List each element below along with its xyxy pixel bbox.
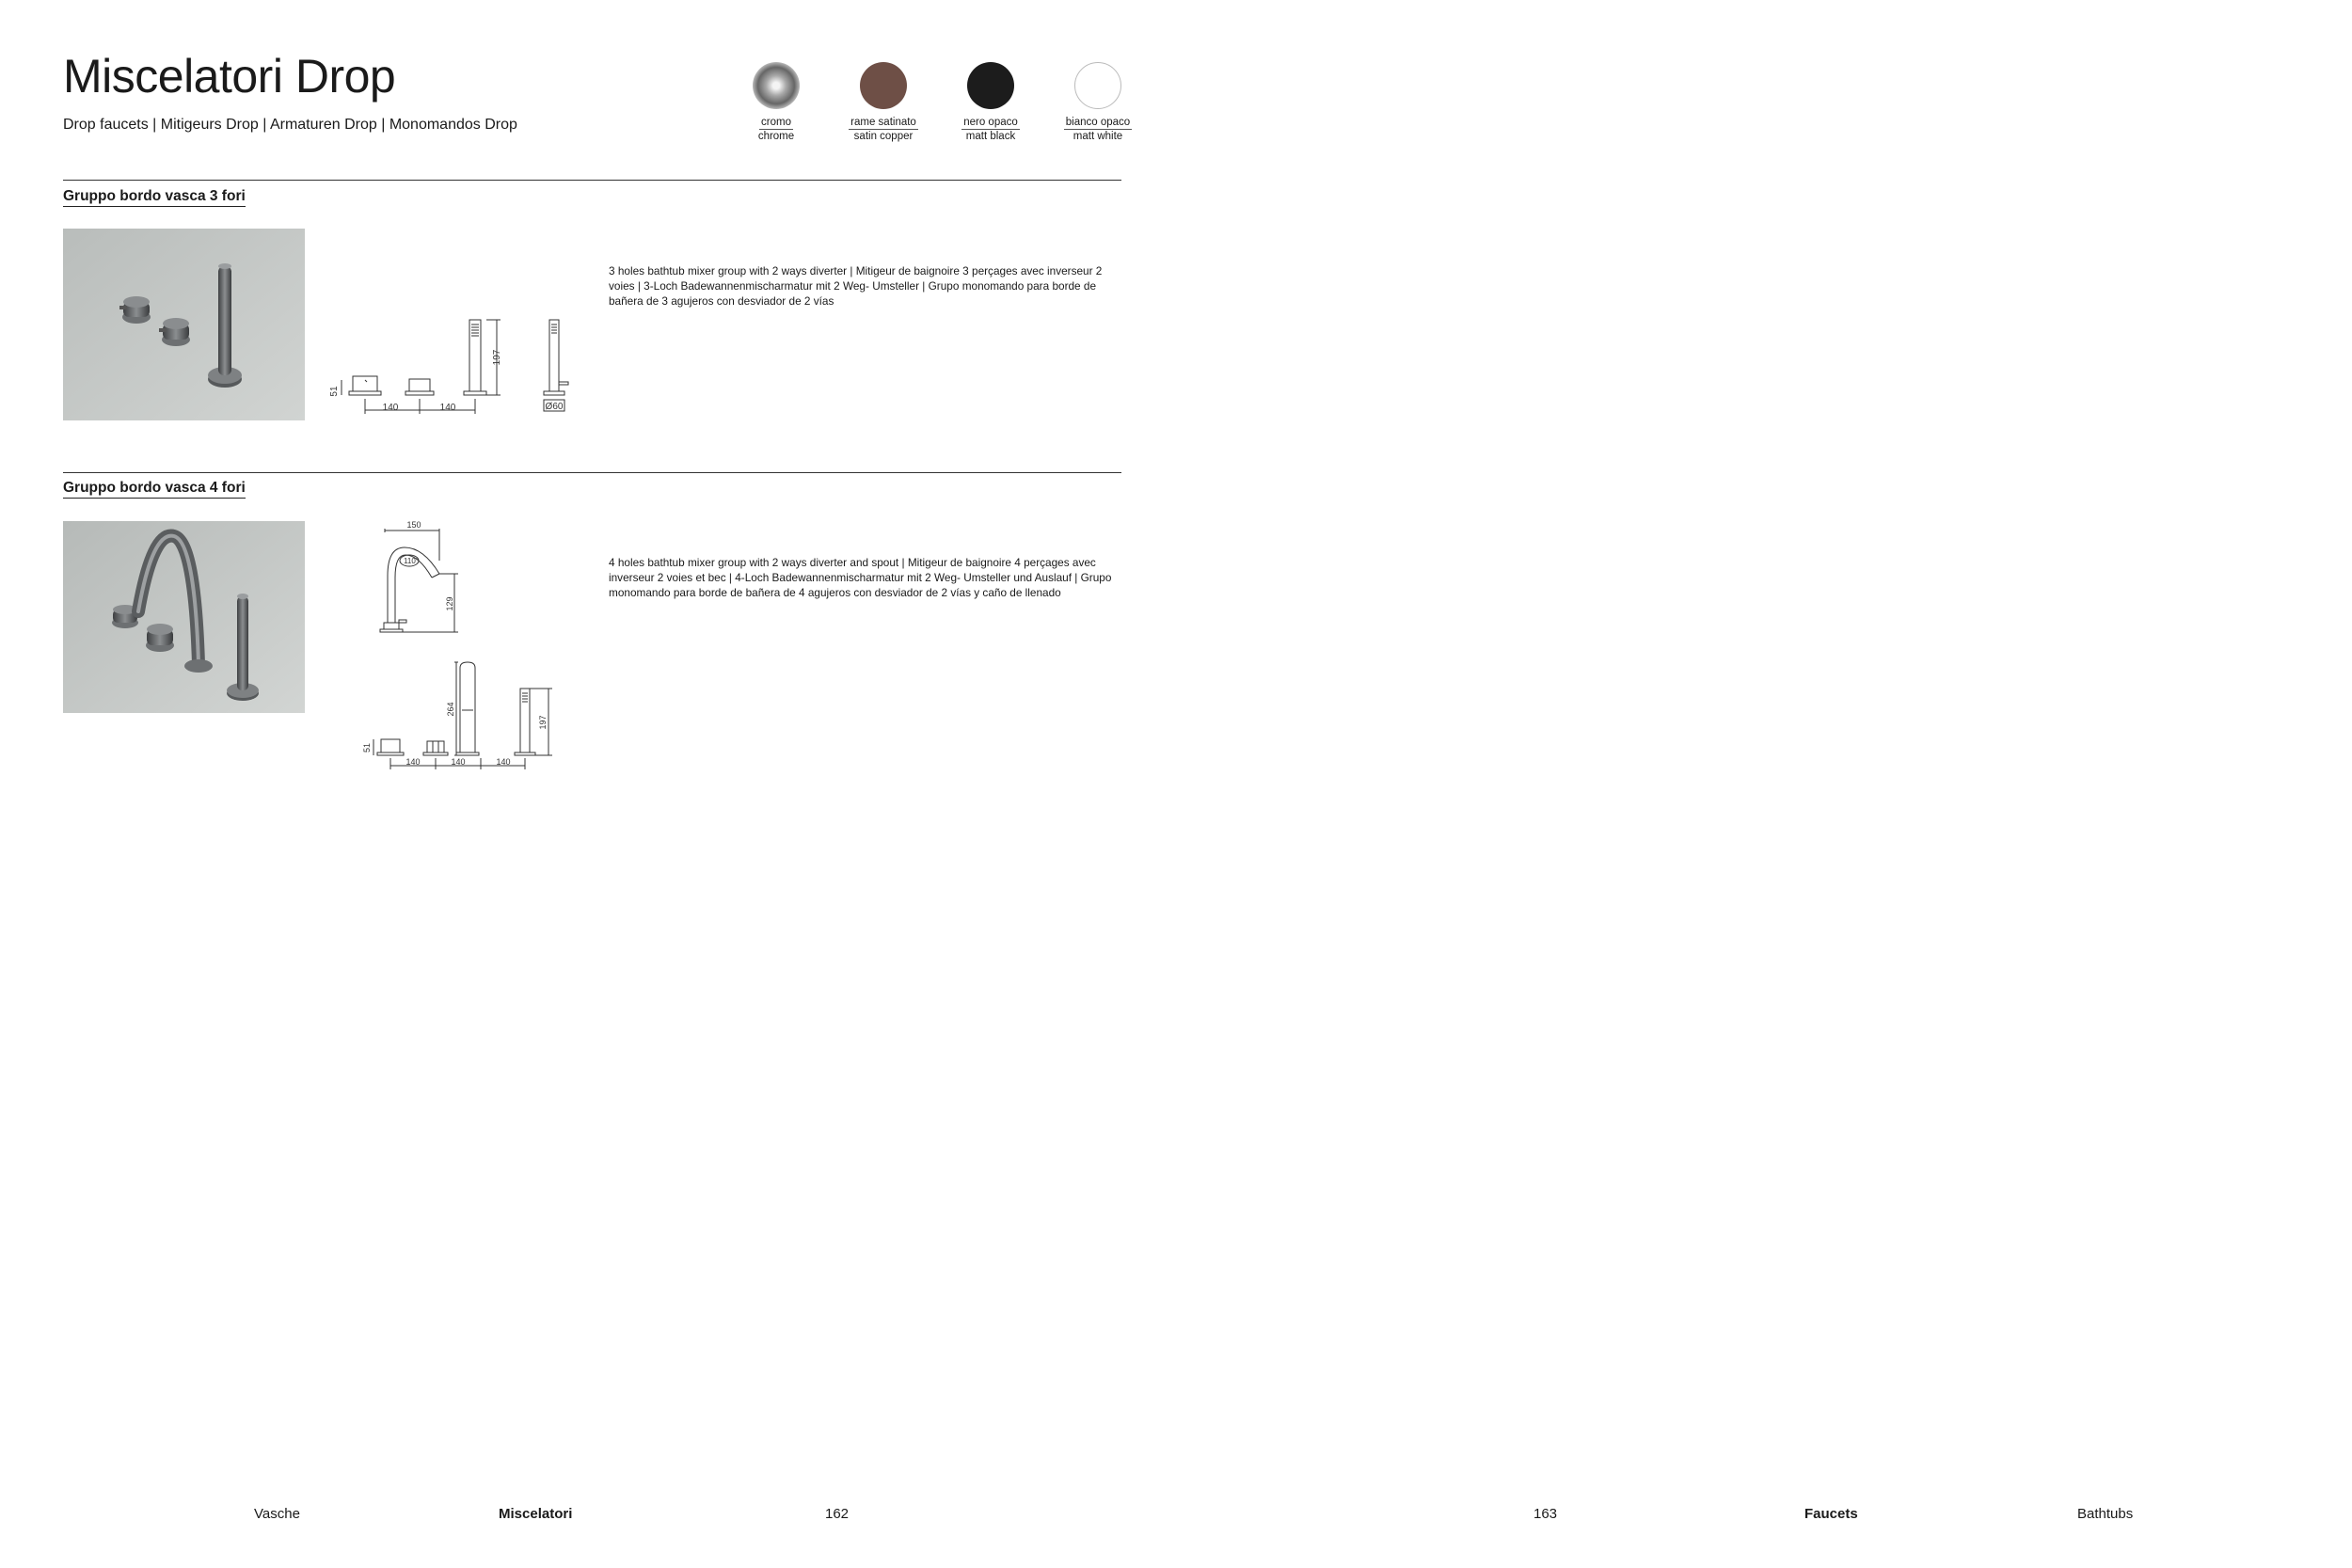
dim-spacing-1: 140	[382, 403, 399, 413]
dim-spout-height: 129	[445, 596, 454, 611]
technical-drawing-3-holes	[329, 310, 583, 426]
section-divider	[63, 180, 1121, 181]
product-description-3-holes: 3 holes bathtub mixer group with 2 ways diverter | Mitigeur de baignoire 3 perçages avec inverseur 2 voies | 3-Loch Badewannenmischarmatur mit 2 Weg- Umsteller | Grupo monomando para borde de bañera de 3 agujeros con desviador de 2 vías	[609, 264, 1103, 308]
dim-spout-reach: 150	[406, 520, 421, 530]
finish-name: nero opaco	[963, 117, 1018, 128]
dim-spacing-3: 140	[496, 757, 511, 767]
finish-name: rame satinato	[850, 117, 916, 128]
finish-name-en: matt black	[965, 131, 1016, 142]
dim-height-small: 51	[329, 386, 340, 397]
dim-shower-height: 197	[538, 715, 548, 730]
finish-name-en: chrome	[757, 131, 795, 142]
copper-swatch	[860, 62, 907, 109]
product-photo-3-holes	[63, 229, 305, 420]
black-swatch	[967, 62, 1014, 109]
technical-drawing-spout	[353, 519, 466, 641]
finish-satin-copper	[832, 62, 935, 143]
dim-spacing-1: 140	[405, 757, 421, 767]
technical-drawing-4-holes	[353, 658, 560, 781]
dim-tall-height: 264	[446, 702, 455, 717]
footer-section-left: Vasche	[254, 1506, 300, 1522]
dim-height-small: 51	[362, 742, 372, 753]
finish-name: cromo	[761, 117, 791, 128]
finish-chrome	[724, 62, 828, 143]
footer-page-right: 163	[1534, 1506, 1558, 1522]
dim-angle: 110°	[404, 557, 419, 565]
finish-name-en: satin copper	[853, 131, 914, 142]
footer-category-left: Miscelatori	[499, 1506, 573, 1522]
footer-section-right: Bathtubs	[2077, 1506, 2134, 1522]
product-photo-4-holes	[63, 521, 305, 713]
chrome-swatch	[753, 62, 800, 109]
page-subtitle: Drop faucets | Mitigeurs Drop | Armaturen Drop | Monomandos Drop	[63, 117, 517, 133]
section-title-4-holes: Gruppo bordo vasca 4 fori	[63, 480, 246, 499]
dim-shower-height: 197	[492, 349, 502, 366]
product-description-4-holes: 4 holes bathtub mixer group with 2 ways diverter and spout | Mitigeur de baignoire 4 perçages avec inverseur 2 voies et bec | 4-Loch Badewannenmischarmatur mit 2 Weg- Umsteller und Auslauf | Grupo monomando para borde de bañera de 4 agujeros con desviador de 2 vías y caño de llenado	[609, 556, 1112, 599]
white-swatch	[1074, 62, 1121, 109]
page-title: Miscelatori Drop	[63, 50, 396, 103]
finish-name: bianco opaco	[1065, 117, 1131, 128]
dim-base-diameter: Ø60	[545, 402, 564, 412]
dim-spacing-2: 140	[439, 403, 456, 413]
finish-name-en: matt white	[1073, 131, 1123, 142]
finish-matt-white	[1046, 62, 1150, 143]
dim-spacing-2: 140	[451, 757, 466, 767]
finish-matt-black	[939, 62, 1042, 143]
section-divider	[63, 472, 1121, 473]
footer-category-right: Faucets	[1804, 1506, 1858, 1522]
section-title-3-holes: Gruppo bordo vasca 3 fori	[63, 188, 246, 207]
footer-page-left: 162	[825, 1506, 850, 1522]
